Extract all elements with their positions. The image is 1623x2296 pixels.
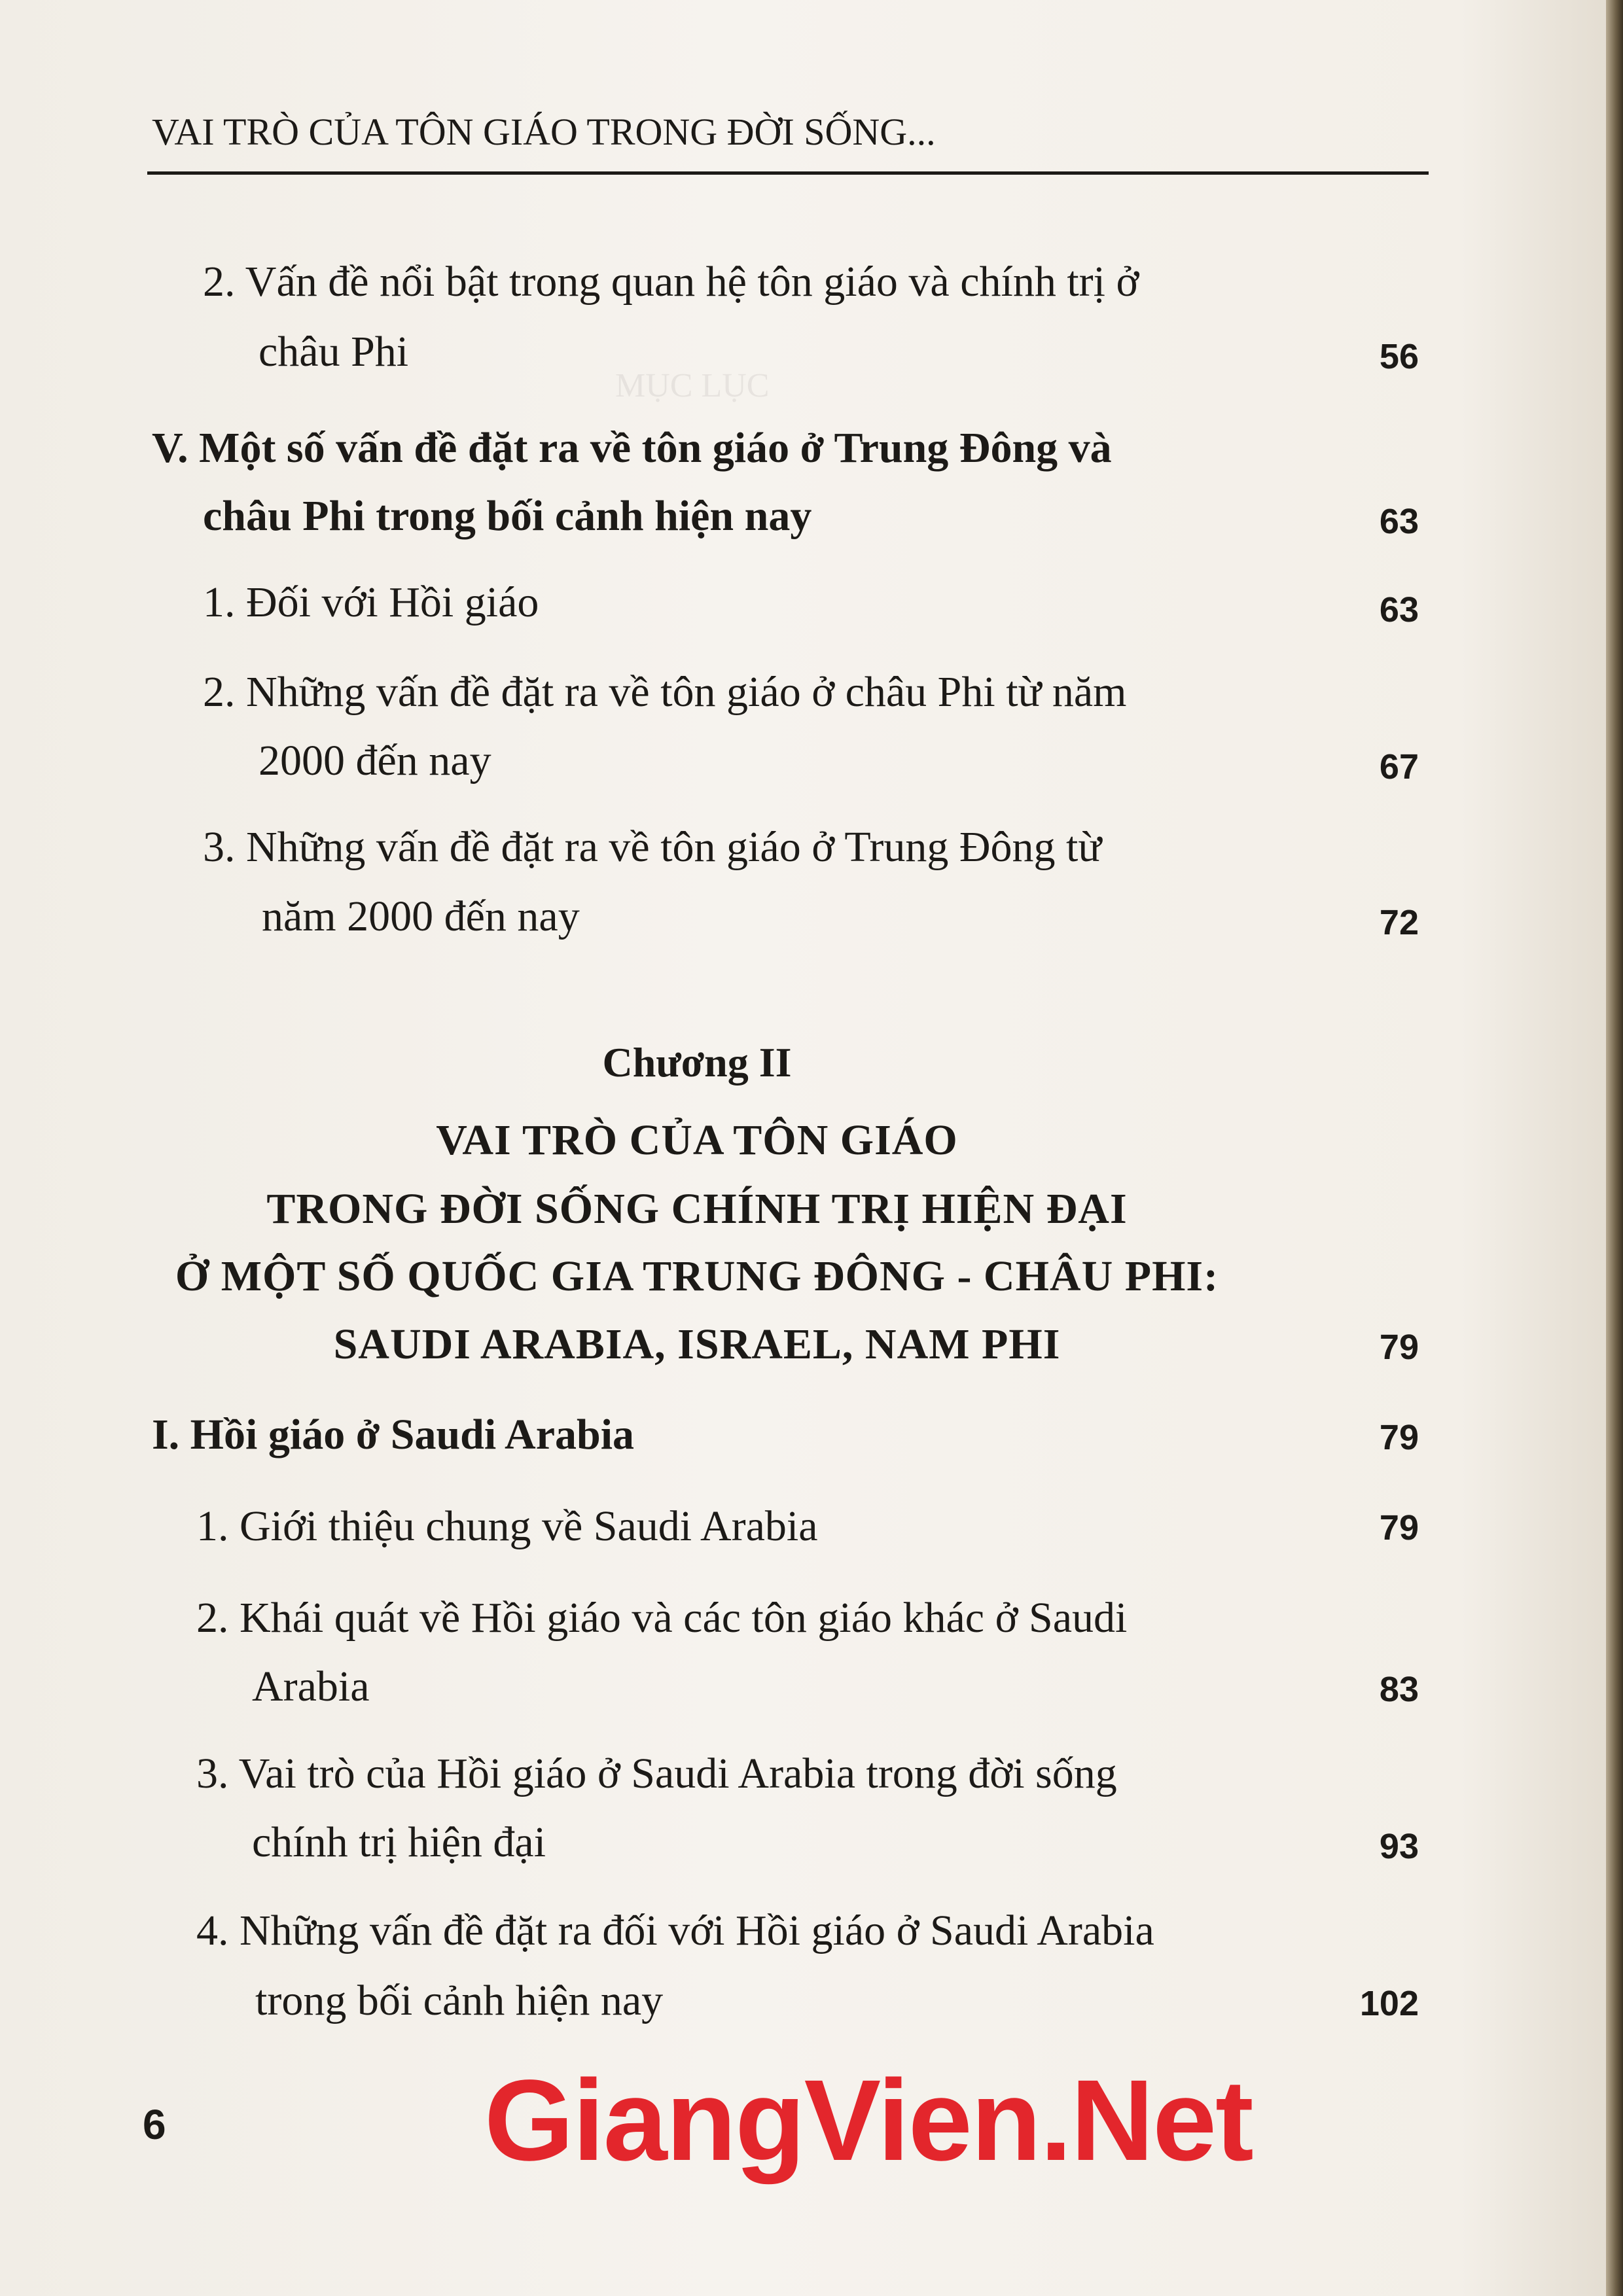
book-spine-edge — [1606, 0, 1623, 2296]
chapter-title-line: SAUDI ARABIA, ISRAEL, NAM PHI — [333, 1320, 1061, 1368]
toc-entry-line: trong bối cảnh hiện nay — [255, 1977, 664, 2024]
chapter-title-line: VAI TRÒ CỦA TÔN GIÁO — [436, 1116, 958, 1164]
toc-page-number: 93 — [1379, 1827, 1419, 1866]
toc-entry-line: năm 2000 đến nay — [262, 892, 580, 940]
toc-page-number: 79 — [1379, 1328, 1419, 1367]
toc-entry-line: Arabia — [252, 1663, 370, 1710]
toc-page-number: 72 — [1379, 903, 1419, 942]
toc-page-number: 79 — [1379, 1508, 1419, 1547]
toc-entry-line: 2000 đến nay — [259, 737, 491, 785]
toc-entry-line: 2. Khái quát về Hồi giáo và các tôn giáo khác ở Saudi — [196, 1594, 1128, 1642]
toc-entry-line: 2. Vấn đề nổi bật trong quan hệ tôn giáo và chính trị ở — [203, 258, 1139, 306]
chapter-title-line: Ở MỘT SỐ QUỐC GIA TRUNG ĐÔNG - CHÂU PHI: — [175, 1252, 1219, 1300]
toc-entry-line: 4. Những vấn đề đặt ra đối với Hồi giáo ở Saudi Arabia — [196, 1907, 1154, 1954]
toc-page-number: 63 — [1379, 590, 1419, 629]
header-rule — [147, 171, 1429, 175]
toc-section-line: V. Một số vấn đề đặt ra về tôn giáo ở Trung Đông và — [152, 424, 1112, 472]
toc-entry-line: 1. Giới thiệu chung về Saudi Arabia — [196, 1502, 818, 1550]
toc-section-line: I. Hồi giáo ở Saudi Arabia — [152, 1411, 635, 1458]
toc-page-number: 63 — [1379, 502, 1419, 541]
toc-entry-line: chính trị hiện đại — [252, 1818, 546, 1866]
chapter-label: Chương II — [602, 1039, 792, 1086]
bleed-through-text: MỤC LỤC — [615, 367, 770, 404]
page-number: 6 — [143, 2101, 166, 2148]
toc-page-number: 56 — [1379, 337, 1419, 376]
toc-entry-line: châu Phi — [259, 328, 409, 376]
watermark: GiangVien.Net — [484, 2057, 1253, 2185]
running-head: VAI TRÒ CỦA TÔN GIÁO TRONG ĐỜI SỐNG... — [152, 111, 936, 153]
toc-entry-line: 3. Vai trò của Hồi giáo ở Saudi Arabia trong đời sống — [196, 1750, 1117, 1797]
toc-page-number: 83 — [1379, 1670, 1419, 1709]
toc-entry-line: 1. Đối với Hồi giáo — [203, 578, 539, 626]
toc-section-line: châu Phi trong bối cảnh hiện nay — [203, 492, 812, 540]
toc-page-number: 102 — [1359, 1984, 1419, 2023]
toc-entry-line: 3. Những vấn đề đặt ra về tôn giáo ở Trung Đông từ — [203, 823, 1102, 871]
toc-page-number: 67 — [1379, 747, 1419, 786]
toc-entry-line: 2. Những vấn đề đặt ra về tôn giáo ở châu Phi từ năm — [203, 668, 1127, 716]
toc-page-number: 79 — [1379, 1418, 1419, 1457]
chapter-title-line: TRONG ĐỜI SỐNG CHÍNH TRỊ HIỆN ĐẠI — [266, 1185, 1128, 1233]
